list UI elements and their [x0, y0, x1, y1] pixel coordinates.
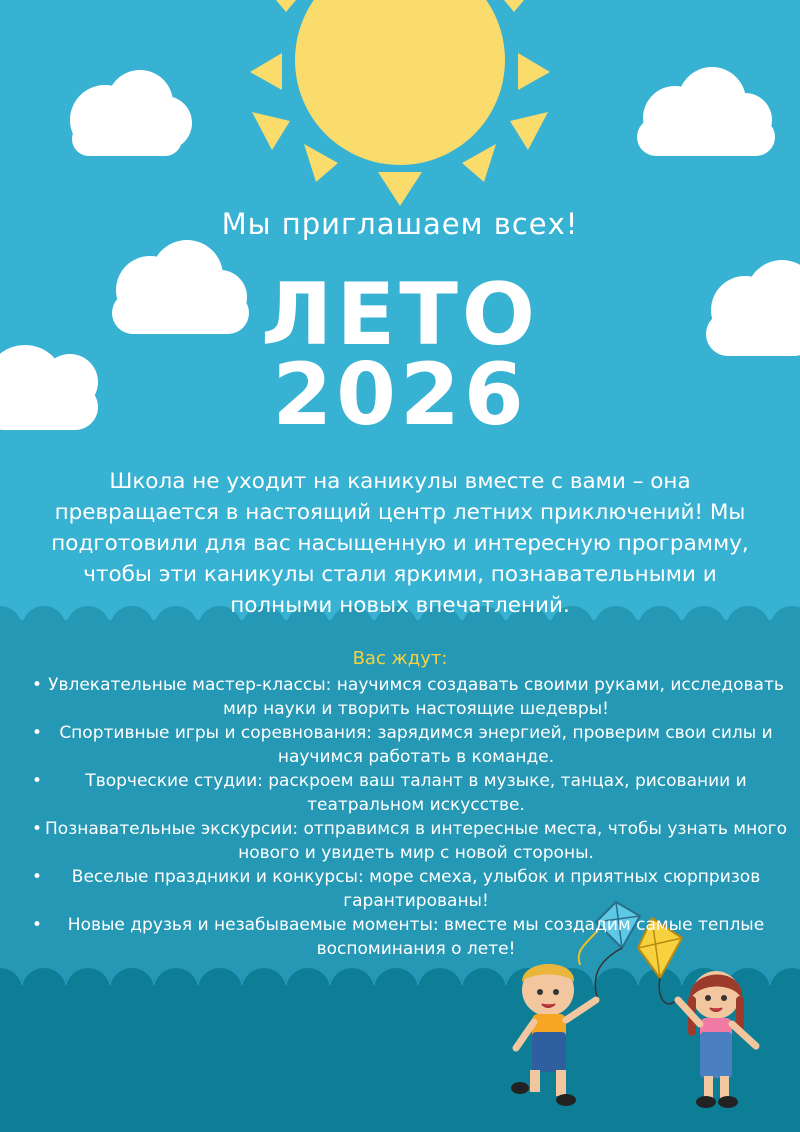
- program-list: [28, 673, 788, 961]
- list-item: • Веселые праздники и конкурсы: море смеха, улыбок и приятных сюрпризов гарантированы!: [28, 865, 788, 913]
- list-item: • Познавательные экскурсии: отправимся в интересные места, чтобы узнать много нового и увидеть мир с новой стороны.: [28, 817, 788, 865]
- list-item: • Творческие студии: раскроем ваш талант в музыке, танцах, рисовании и театральном искусстве.: [28, 769, 788, 817]
- program-heading: Вас ждут:: [352, 648, 448, 669]
- subtitle: Мы приглашаем всех!: [221, 207, 579, 241]
- list-item: • Увлекательные мастер-классы: научимся создавать своими руками, исследовать мир науки и творить настоящие шедевры!: [28, 673, 788, 721]
- intro-paragraph: Школа не уходит на каникулы вместе с вами – она превращается в настоящий центр летних приключений! Мы подготовили для вас насыщенную и интересную программу, чтобы эти каникулы стали яркими, познавательными и полными новых впечатлений.: [51, 469, 749, 618]
- wave-divider-bottom: [0, 968, 800, 1132]
- title-line-1: ЛЕТО: [261, 265, 539, 365]
- list-item: • Спортивные игры и соревнования: зарядимся энергией, проверим свои силы и научимся работать в команде.: [28, 721, 788, 769]
- list-item: • Новые друзья и незабываемые моменты: вместе мы создадим самые теплые воспоминания о лете!: [28, 913, 788, 961]
- title-line-2: 2026: [272, 345, 528, 445]
